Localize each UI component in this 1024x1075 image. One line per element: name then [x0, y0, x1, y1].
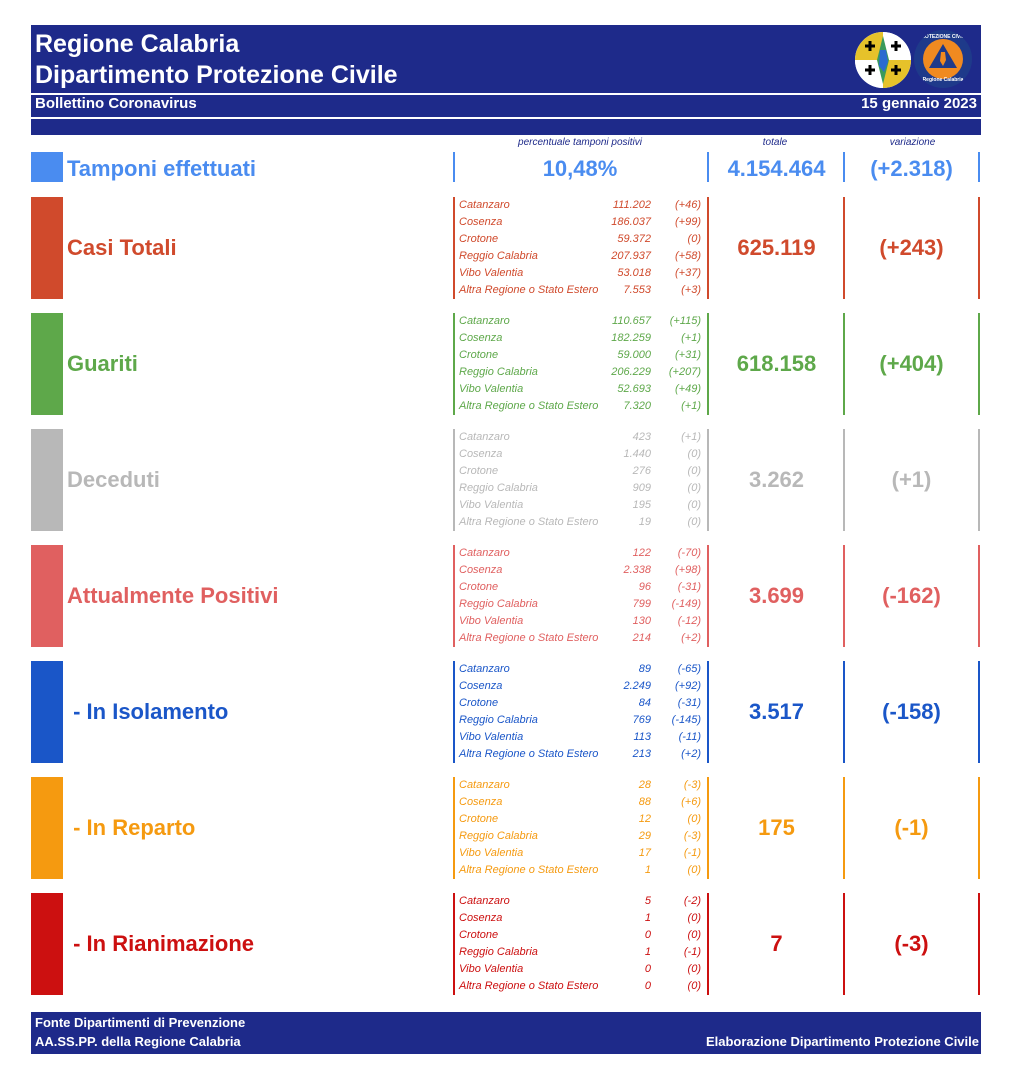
province-delta: (+99) — [675, 216, 701, 228]
tamponi-percent: 10,48% — [542, 156, 618, 181]
province-value: 213 — [632, 748, 651, 760]
province-list — [459, 545, 709, 647]
footer-source-line2: AA.SS.PP. della Regione Calabria — [35, 1034, 241, 1049]
list-item — [459, 463, 709, 480]
header-title-line1: Regione Calabria — [35, 30, 240, 58]
province-name: Crotone — [459, 813, 499, 825]
list-item — [459, 845, 709, 862]
tamponi-label: Tamponi effettuati — [67, 156, 257, 181]
list-item — [459, 214, 709, 231]
province-value: 0 — [644, 963, 651, 975]
section-label: - In Isolamento — [67, 699, 229, 724]
section-swatch — [31, 661, 63, 763]
province-delta: (+2) — [681, 632, 701, 644]
province-delta: (0) — [687, 516, 701, 528]
list-item — [459, 480, 709, 497]
province-value: 182.259 — [611, 332, 651, 344]
section-divider — [978, 313, 980, 415]
list-item — [459, 381, 709, 398]
list-item — [459, 961, 709, 978]
province-value: 206.229 — [611, 366, 651, 378]
province-delta: (0) — [687, 929, 701, 941]
province-name: Reggio Calabria — [459, 482, 538, 494]
header-date: 15 gennaio 2023 — [861, 95, 977, 112]
col-percent-header: percentuale tamponi positivi — [518, 137, 642, 148]
section-divider — [707, 197, 709, 299]
province-value: 195 — [632, 499, 651, 511]
province-name: Cosenza — [459, 680, 503, 692]
province-value: 5 — [644, 895, 651, 907]
province-list — [459, 777, 709, 879]
list-item — [459, 978, 709, 995]
province-delta: (-31) — [677, 697, 701, 709]
province-value: 186.037 — [611, 216, 651, 228]
col-total-header: totale — [762, 137, 788, 148]
section-variation: (+1) — [891, 467, 932, 492]
section-total: 618.158 — [736, 351, 817, 376]
list-item — [459, 545, 709, 562]
list-item — [459, 661, 709, 678]
province-name: Reggio Calabria — [459, 830, 538, 842]
province-name: Catanzaro — [459, 547, 510, 559]
province-value: 2.249 — [623, 680, 651, 692]
list-item — [459, 596, 709, 613]
list-item — [459, 446, 709, 463]
province-name: Altra Regione o Stato Estero — [459, 748, 599, 760]
list-item — [459, 265, 709, 282]
province-delta: (-12) — [677, 615, 701, 627]
section-divider — [707, 429, 709, 531]
province-delta: (+31) — [675, 349, 701, 361]
regione-calabria-logo-icon — [853, 30, 913, 90]
list-item — [459, 197, 709, 214]
list-item — [459, 330, 709, 347]
section-total: 3.262 — [748, 467, 805, 492]
province-value: 52.693 — [617, 383, 651, 395]
list-item — [459, 862, 709, 879]
province-name: Altra Regione o Stato Estero — [459, 284, 599, 296]
protezione-civile-logo-icon — [914, 30, 972, 88]
section-divider — [453, 429, 455, 531]
section-divider — [453, 313, 455, 415]
section-divider — [453, 197, 455, 299]
list-item — [459, 497, 709, 514]
list-item — [459, 630, 709, 647]
section-swatch — [31, 893, 63, 995]
province-name: Vibo Valentia — [459, 847, 524, 859]
section-label: - In Rianimazione — [67, 931, 255, 956]
province-delta: (-11) — [678, 731, 701, 743]
logo2-text-top: PROTEZIONE CIVILE — [917, 34, 968, 40]
section-variation: (+404) — [879, 351, 944, 376]
province-delta: (+49) — [675, 383, 701, 395]
footer-source-line1: Fonte Dipartimenti di Prevenzione — [35, 1015, 246, 1030]
section-divider — [453, 661, 455, 763]
province-name: Cosenza — [459, 448, 503, 460]
province-name: Catanzaro — [459, 663, 510, 675]
section-divider — [978, 545, 980, 647]
list-item — [459, 828, 709, 845]
province-value: 96 — [638, 581, 651, 593]
province-delta: (+3) — [681, 284, 701, 296]
section-label: Guariti — [67, 351, 138, 376]
province-name: Cosenza — [459, 796, 503, 808]
province-name: Crotone — [459, 697, 499, 709]
province-name: Altra Regione o Stato Estero — [459, 980, 599, 992]
province-delta: (-31) — [677, 581, 701, 593]
province-list — [459, 661, 709, 763]
section-variation: (+243) — [879, 235, 944, 260]
province-list — [459, 197, 709, 299]
province-list — [459, 429, 709, 531]
province-delta: (0) — [687, 813, 701, 825]
list-item — [459, 248, 709, 265]
province-value: 59.000 — [617, 349, 651, 361]
province-name: Crotone — [459, 233, 499, 245]
header-title-line2: Dipartimento Protezione Civile — [35, 61, 398, 89]
province-delta: (+37) — [675, 267, 701, 279]
list-item — [459, 712, 709, 729]
section-label: Deceduti — [67, 467, 160, 492]
province-delta: (0) — [687, 482, 701, 494]
province-list — [459, 893, 709, 995]
province-name: Reggio Calabria — [459, 250, 538, 262]
province-name: Catanzaro — [459, 199, 510, 211]
province-delta: (-1) — [683, 847, 701, 859]
section-divider — [453, 545, 455, 647]
section-total: 625.119 — [737, 235, 816, 260]
section-divider — [453, 893, 455, 995]
list-item — [459, 514, 709, 531]
section-total: 3.517 — [748, 699, 805, 724]
province-delta: (+115) — [669, 315, 701, 327]
province-delta: (+1) — [681, 431, 701, 443]
province-value: 214 — [632, 632, 651, 644]
province-value: 12 — [638, 813, 651, 825]
logo2-text-bottom: Regione Calabria — [922, 77, 964, 83]
province-delta: (+6) — [681, 796, 701, 808]
province-value: 111.202 — [612, 199, 651, 211]
province-delta: (0) — [687, 963, 701, 975]
list-item — [459, 794, 709, 811]
section-divider — [978, 777, 980, 879]
province-delta: (0) — [687, 864, 701, 876]
province-delta: (0) — [687, 912, 701, 924]
section-swatch — [31, 777, 63, 879]
header-subtitle: Bollettino Coronavirus — [35, 95, 197, 112]
province-delta: (-2) — [683, 895, 701, 907]
province-value: 799 — [632, 598, 651, 610]
section-swatch — [31, 313, 63, 415]
province-value: 0 — [644, 980, 651, 992]
list-item — [459, 579, 709, 596]
province-name: Catanzaro — [459, 315, 510, 327]
list-item — [459, 944, 709, 961]
list-item — [459, 347, 709, 364]
list-item — [459, 910, 709, 927]
section-divider — [453, 777, 455, 879]
province-name: Crotone — [459, 581, 499, 593]
footer-elaboration: Elaborazione Dipartimento Protezione Civile — [705, 1034, 979, 1049]
tamponi-divider — [707, 152, 709, 182]
province-delta: (+1) — [681, 400, 701, 412]
province-value: 28 — [638, 779, 651, 791]
province-value: 2.338 — [623, 564, 651, 576]
province-name: Vibo Valentia — [459, 731, 524, 743]
list-item — [459, 313, 709, 330]
tamponi-divider — [453, 152, 455, 182]
province-value: 207.937 — [611, 250, 651, 262]
province-delta: (+98) — [675, 564, 701, 576]
section-divider — [707, 661, 709, 763]
province-name: Vibo Valentia — [459, 383, 524, 395]
section-label: Attualmente Positivi — [67, 583, 279, 608]
province-name: Catanzaro — [459, 431, 510, 443]
section-variation: (-3) — [894, 931, 929, 956]
province-delta: (0) — [687, 233, 701, 245]
section-divider — [707, 313, 709, 415]
province-delta: (0) — [687, 448, 701, 460]
province-name: Crotone — [459, 465, 499, 477]
province-name: Crotone — [459, 929, 499, 941]
province-name: Cosenza — [459, 912, 503, 924]
tamponi-swatch — [31, 152, 63, 182]
tamponi-variation: (+2.318) — [870, 156, 953, 181]
province-delta: (-70) — [677, 547, 701, 559]
province-name: Crotone — [459, 349, 499, 361]
province-list — [459, 313, 709, 415]
province-value: 59.372 — [617, 233, 651, 245]
province-name: Cosenza — [459, 332, 503, 344]
list-item — [459, 893, 709, 910]
section-divider — [707, 893, 709, 995]
list-item — [459, 695, 709, 712]
section-variation: (-158) — [882, 699, 941, 724]
province-value: 89 — [638, 663, 651, 675]
section-divider — [707, 777, 709, 879]
province-value: 1 — [644, 864, 651, 876]
province-value: 130 — [632, 615, 651, 627]
province-value: 53.018 — [617, 267, 651, 279]
province-delta: (0) — [687, 980, 701, 992]
province-name: Vibo Valentia — [459, 615, 524, 627]
province-value: 113 — [633, 731, 651, 743]
province-name: Altra Regione o Stato Estero — [459, 400, 599, 412]
province-value: 19 — [638, 516, 651, 528]
list-item — [459, 562, 709, 579]
list-item — [459, 678, 709, 695]
section-total: 7 — [770, 931, 783, 956]
province-delta: (0) — [687, 465, 701, 477]
province-name: Cosenza — [459, 564, 503, 576]
section-swatch — [31, 429, 63, 531]
province-delta: (-145) — [671, 714, 701, 726]
section-variation: (-162) — [882, 583, 941, 608]
province-value: 769 — [632, 714, 651, 726]
province-value: 423 — [632, 431, 651, 443]
province-name: Reggio Calabria — [459, 946, 538, 958]
tamponi-total: 4.154.464 — [727, 156, 826, 181]
province-value: 0 — [644, 929, 651, 941]
province-value: 276 — [632, 465, 651, 477]
province-delta: (+207) — [668, 366, 701, 378]
section-label: Casi Totali — [67, 235, 177, 260]
province-delta: (+58) — [675, 250, 701, 262]
province-name: Vibo Valentia — [459, 499, 524, 511]
list-item — [459, 729, 709, 746]
province-delta: (-149) — [671, 598, 701, 610]
col-variation-header: variazione — [889, 137, 936, 148]
province-delta: (+46) — [675, 199, 701, 211]
province-value: 909 — [632, 482, 651, 494]
list-item — [459, 613, 709, 630]
province-name: Vibo Valentia — [459, 267, 524, 279]
province-name: Altra Regione o Stato Estero — [459, 632, 599, 644]
list-item — [459, 364, 709, 381]
province-name: Reggio Calabria — [459, 598, 538, 610]
province-name: Vibo Valentia — [459, 963, 524, 975]
list-item — [459, 746, 709, 763]
province-name: Altra Regione o Stato Estero — [459, 516, 599, 528]
province-value: 110.657 — [612, 315, 651, 327]
section-divider — [978, 893, 980, 995]
section-divider — [978, 661, 980, 763]
province-value: 84 — [638, 697, 651, 709]
province-delta: (-3) — [683, 779, 701, 791]
section-total: 3.699 — [748, 583, 805, 608]
province-value: 7.553 — [623, 284, 651, 296]
province-name: Cosenza — [459, 216, 503, 228]
section-divider — [707, 545, 709, 647]
tamponi-divider — [978, 152, 980, 182]
list-item — [459, 927, 709, 944]
list-item — [459, 429, 709, 446]
province-value: 1.440 — [623, 448, 651, 460]
province-delta: (-3) — [683, 830, 701, 842]
province-delta: (+2) — [681, 748, 701, 760]
province-delta: (-65) — [677, 663, 701, 675]
province-value: 7.320 — [623, 400, 651, 412]
list-item — [459, 398, 709, 415]
section-variation: (-1) — [894, 815, 929, 840]
province-value: 17 — [638, 847, 651, 859]
province-value: 122 — [632, 547, 651, 559]
province-value: 88 — [638, 796, 651, 808]
section-divider — [978, 429, 980, 531]
section-label: - In Reparto — [67, 815, 196, 840]
list-item — [459, 777, 709, 794]
province-name: Catanzaro — [459, 779, 510, 791]
section-total: 175 — [758, 815, 795, 840]
section-swatch — [31, 545, 63, 647]
province-delta: (-1) — [683, 946, 701, 958]
province-name: Altra Regione o Stato Estero — [459, 864, 599, 876]
section-divider — [978, 197, 980, 299]
province-name: Catanzaro — [459, 895, 510, 907]
province-name: Reggio Calabria — [459, 714, 538, 726]
list-item — [459, 811, 709, 828]
section-swatch — [31, 197, 63, 299]
province-name: Reggio Calabria — [459, 366, 538, 378]
list-item — [459, 282, 709, 299]
province-value: 29 — [638, 830, 651, 842]
province-delta: (0) — [687, 499, 701, 511]
province-value: 1 — [644, 946, 651, 958]
province-value: 1 — [644, 912, 651, 924]
province-delta: (+1) — [681, 332, 701, 344]
list-item — [459, 231, 709, 248]
province-delta: (+92) — [675, 680, 701, 692]
